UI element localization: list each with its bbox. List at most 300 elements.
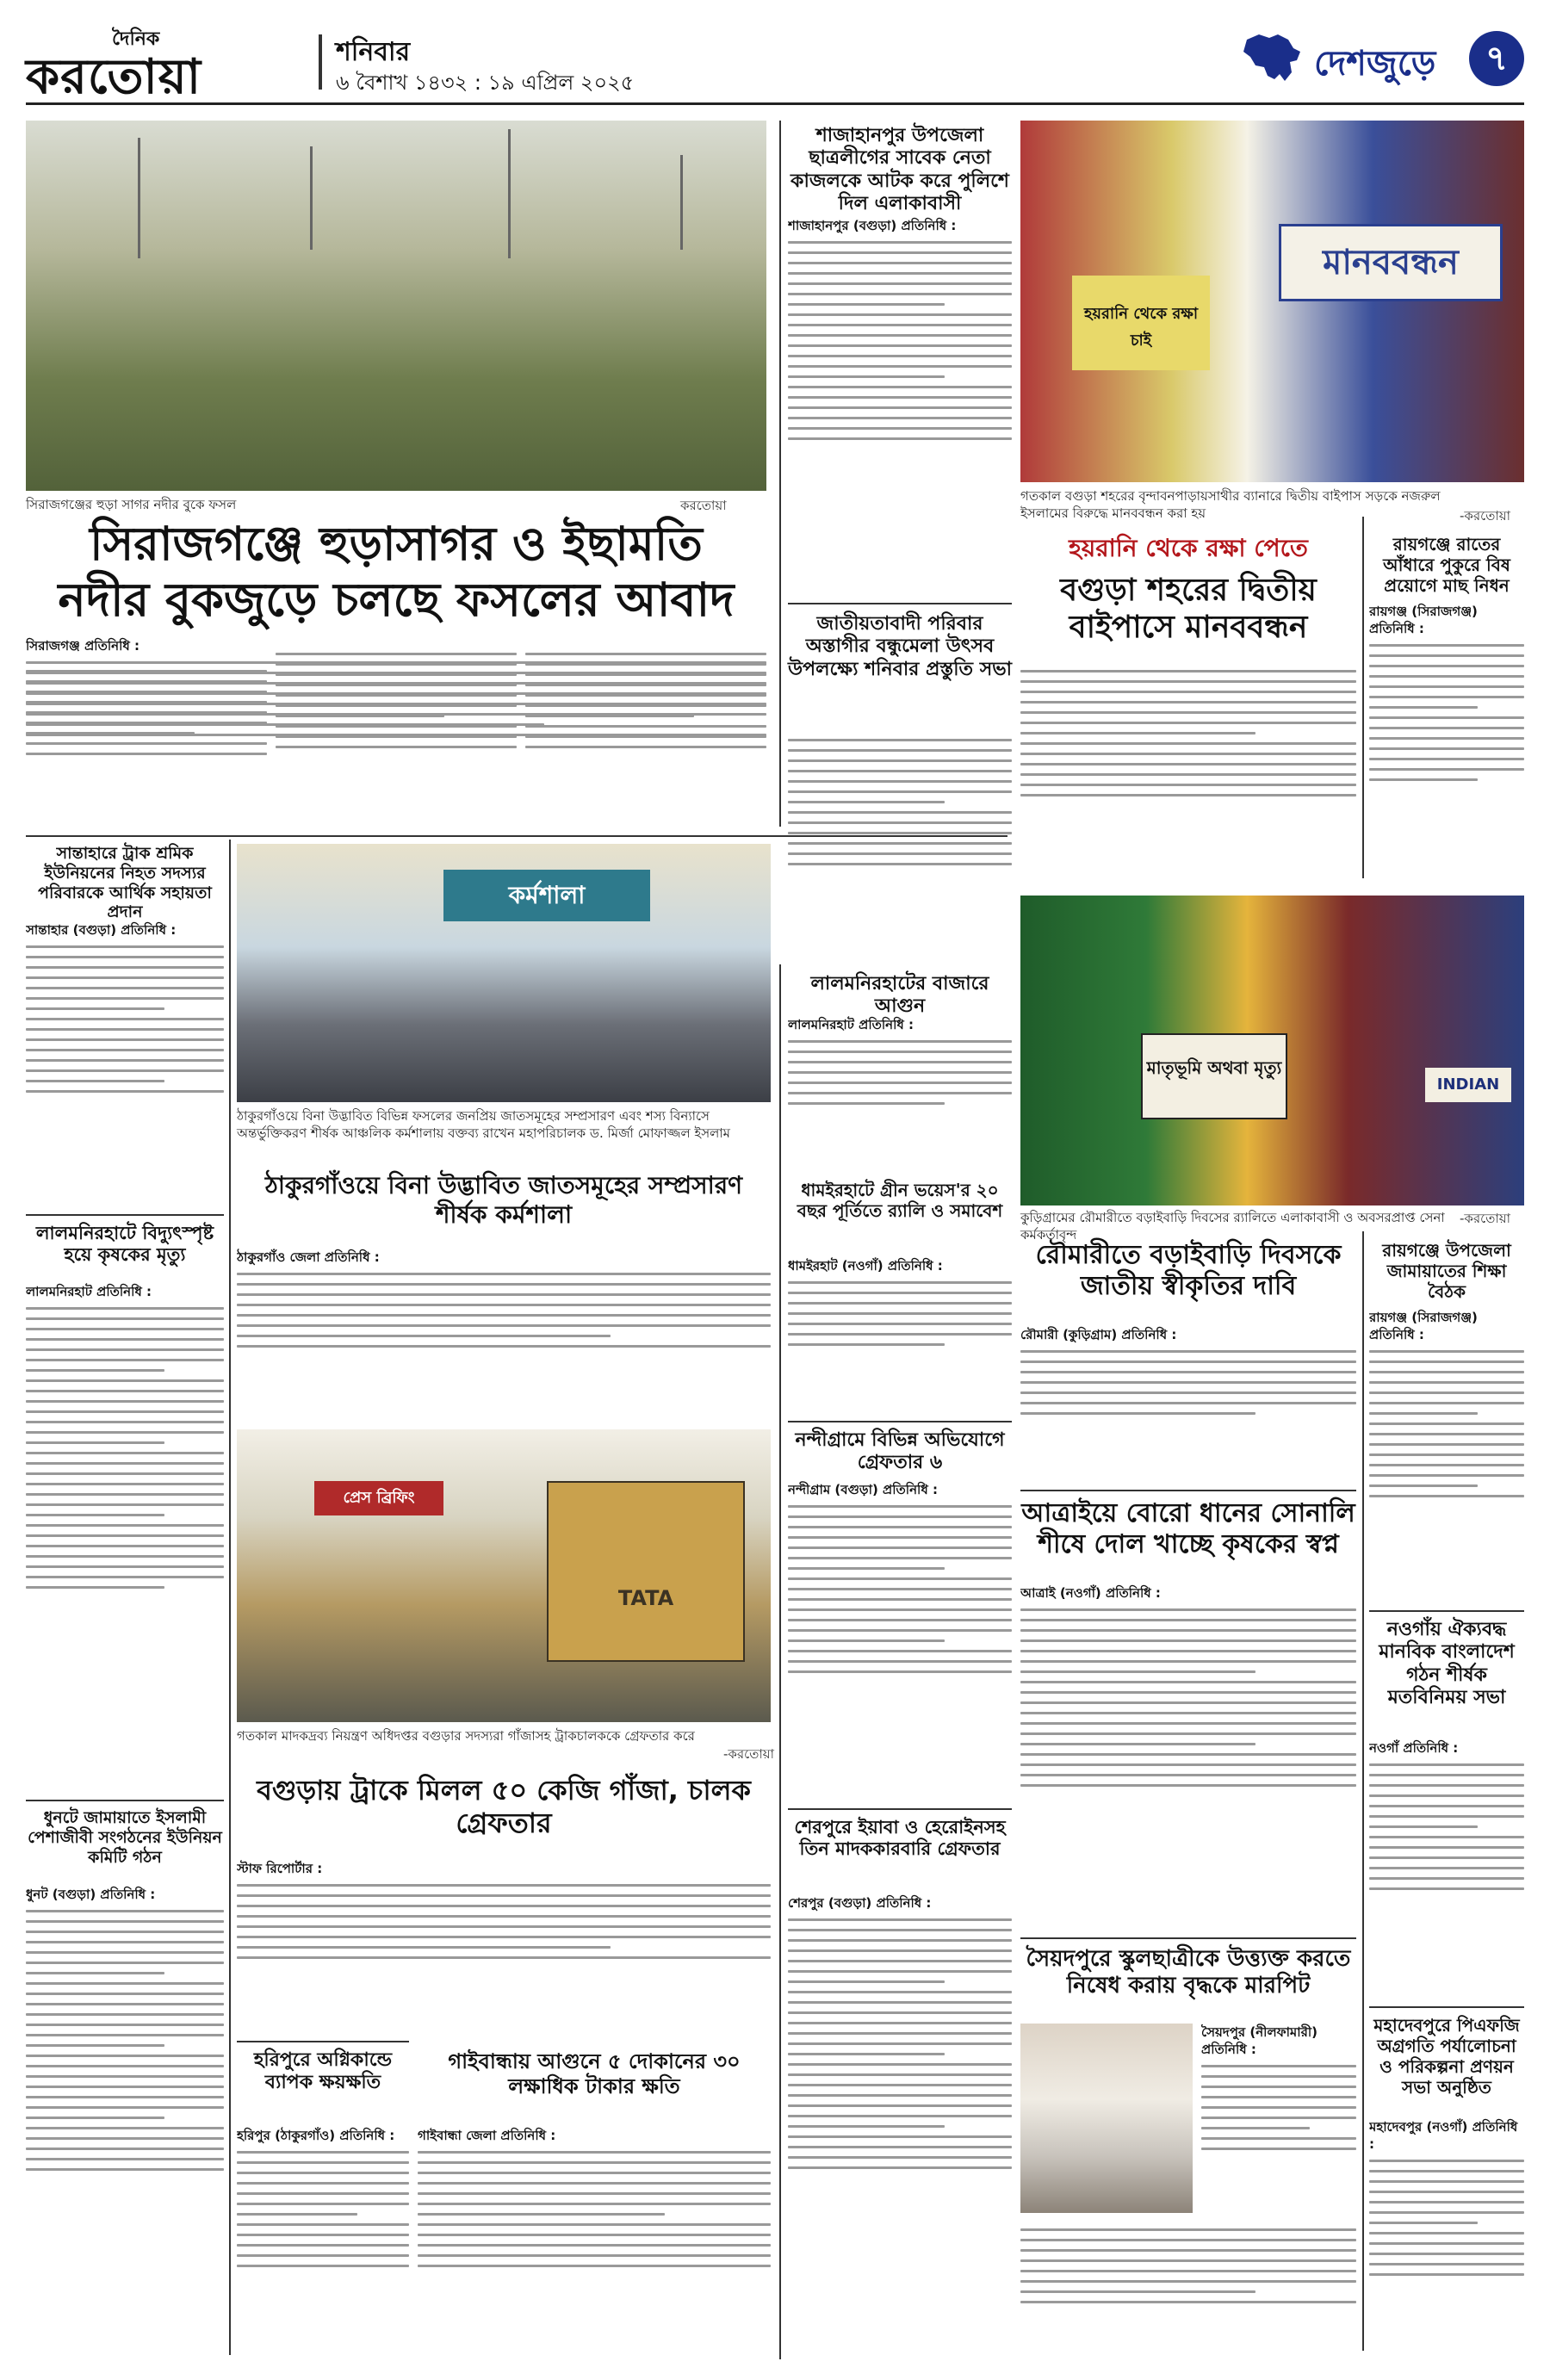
text-line (237, 1915, 771, 1918)
text-line (788, 801, 945, 803)
text-line (788, 1333, 1012, 1336)
text-line (26, 1080, 164, 1082)
text-line (237, 2223, 409, 2226)
text-line (1369, 1495, 1524, 1497)
text-line (788, 1960, 1012, 1962)
text-line (1020, 1371, 1356, 1373)
dhamoirhat-dateline: ধামইরহাট (নওগাঁ) প্রতিনিধি : (788, 1258, 943, 1274)
text-line (1369, 1763, 1524, 1766)
text-line (1369, 1784, 1524, 1787)
text-line (1369, 737, 1524, 740)
naogaon-headline: নওগাঁয় ঐক্যবদ্ধ মানবিক বাংলাদেশ গঠন শীর্ষক মতবিনিময় সভা (1379, 1619, 1515, 1709)
naogaon-body (1369, 1739, 1524, 1998)
text-line (26, 2013, 224, 2016)
text-line (26, 1338, 224, 1341)
text-line (788, 1526, 1012, 1528)
text-line (26, 1555, 224, 1558)
text-line (418, 2151, 771, 2154)
text-line (1020, 2301, 1356, 2303)
lead-photo-caption: সিরাজগঞ্জের হুড়া সাগর নদীর বুকে ফসল (26, 497, 237, 512)
atrai-headline: আত্রাইয়ে বোরো ধানের সোনালি শীষে দোল খাচ্ছে কৃষকের স্বপ্ন (1021, 1498, 1355, 1559)
text-line (788, 1598, 1012, 1601)
text-line (788, 2022, 1012, 2024)
text-line (1369, 1774, 1524, 1776)
text-line (788, 1577, 1012, 1580)
text-line (788, 2104, 1012, 2107)
text-line (788, 2053, 945, 2055)
text-line (26, 1059, 224, 1062)
text-line (1020, 2290, 1256, 2293)
text-line (1369, 1877, 1524, 1880)
text-line (26, 1441, 164, 1444)
text-line (788, 396, 1012, 399)
text-line (788, 780, 1012, 783)
text-line (237, 2203, 409, 2205)
text-line (788, 1082, 1012, 1084)
text-line (26, 2044, 164, 2047)
text-line (26, 2168, 224, 2171)
text-line (237, 2192, 409, 2195)
text-line (26, 1534, 224, 1537)
text-line (1020, 1402, 1356, 1404)
text-line (525, 704, 766, 707)
newspaper-logo (26, 24, 284, 105)
text-line (1020, 680, 1356, 683)
text-line (788, 1071, 1012, 1074)
text-line (1020, 2249, 1356, 2252)
text-line (1369, 654, 1524, 657)
dhamoirhat-body (788, 1257, 1012, 1412)
text-line (1369, 2263, 1524, 2265)
dhunat-body (26, 1886, 224, 2359)
text-line (418, 2265, 771, 2267)
raiganj-jamaat-headline: রায়গঞ্জে উপজেলা জামায়াতের শিক্ষা বৈঠক (1382, 1240, 1511, 1302)
text-line (237, 1894, 771, 1897)
atrai-body (1020, 1584, 1356, 1929)
text-line (26, 711, 267, 714)
text-line (788, 324, 1012, 326)
column-rule (1362, 1231, 1364, 2351)
text-line (1369, 1464, 1524, 1466)
text-line (237, 1335, 611, 1337)
text-line (418, 2213, 665, 2216)
text-line (788, 1970, 1012, 1973)
shahjahanpur-dateline: শাজাহানপুর (বগুড়া) প্রতিনিধি : (788, 218, 957, 233)
text-line (788, 1102, 945, 1105)
text-line (1369, 2170, 1524, 2172)
text-line (1020, 2239, 1356, 2241)
gaibandha-headline: গাইবান্ধায় আগুনে ৫ দোকানের ৩০ লক্ষাধিক টাকার ক্ষতি (448, 2049, 741, 2098)
text-line (1369, 2242, 1524, 2245)
text-line (1369, 1474, 1524, 1477)
text-line (26, 670, 267, 672)
text-line (1369, 2180, 1524, 2183)
text-line (788, 2115, 1012, 2117)
text-line (788, 832, 1012, 834)
text-line (26, 1038, 224, 1041)
text-line (26, 2158, 224, 2160)
nandigram-dateline: নন্দীগ্রাম (বগুড়া) প্রতিনিধি : (788, 1482, 938, 1497)
text-line (788, 1302, 1012, 1305)
text-line (788, 749, 1012, 752)
text-line (26, 2086, 224, 2088)
text-line (237, 2254, 409, 2257)
text-line (525, 715, 694, 717)
text-line (1020, 701, 1356, 703)
bogura-truck-body (237, 1860, 771, 2032)
text-line (1369, 2191, 1524, 2193)
text-line (26, 1410, 224, 1413)
text-line (1369, 1433, 1524, 1435)
text-line (788, 2063, 1012, 2066)
text-line (1020, 1619, 1356, 1621)
text-line (26, 2148, 224, 2150)
text-line (788, 2042, 1012, 2045)
text-line (788, 1312, 1012, 1315)
thakurgaon-headline: ঠাকুরগাঁওয়ে বিনা উদ্ভাবিত জাতসমূহের সম্প্রসারণ শীর্ষক কর্মশালা (264, 1171, 743, 1229)
text-line (26, 2034, 224, 2036)
text-line (1020, 1381, 1356, 1384)
shahjahanpur-headline: শাজাহানপুর উপজেলা ছাত্রলীগের সাবেক নেতা কাজলকে আটক করে পুলিশে দিল এলাকাবাসী (790, 125, 1009, 215)
text-line (26, 722, 267, 724)
text-line (788, 2125, 945, 2128)
text-line (276, 653, 517, 655)
lead-headline: সিরাজগঞ্জে হুড়াসাগর ও ইছামতি নদীর বুকজুড়ে চলছে ফসলের আবাদ (58, 517, 735, 627)
text-line (788, 1505, 1012, 1508)
text-line (1020, 763, 1356, 765)
naogaon-dateline: নওগাঁ প্রতিনিধি : (1369, 1740, 1459, 1756)
text-line (525, 684, 766, 686)
text-line (788, 1670, 1012, 1673)
text-line (1369, 1412, 1478, 1415)
text-line (1369, 1371, 1524, 1373)
roumari-dateline: রৌমারী (কুড়িগ্রাম) প্রতিনিধি : (1020, 1327, 1177, 1342)
masthead-divider (319, 34, 322, 90)
section-name: দেশজুড়ে (1314, 44, 1436, 84)
text-line (788, 1092, 1012, 1094)
text-line (788, 1051, 1012, 1053)
mohadevpur-dateline: মহাদেবপুর (নওগাঁ) প্রতিনিধি : (1369, 2119, 1518, 2152)
text-line (1020, 1412, 1256, 1415)
text-line (788, 2094, 1012, 2097)
text-line (525, 653, 766, 655)
text-line (1201, 2106, 1356, 2109)
text-line (788, 417, 1012, 419)
text-line (1020, 1360, 1356, 1363)
text-line (788, 1949, 1012, 1952)
text-line (788, 251, 1012, 254)
text-line (237, 2172, 409, 2174)
text-line (26, 1028, 224, 1031)
text-line (1020, 1639, 1356, 1642)
text-line (237, 1884, 771, 1887)
text-line (26, 1962, 224, 1964)
text-line (788, 811, 1012, 814)
text-line (525, 725, 766, 728)
atrai-dateline: আত্রাই (নওগাঁ) প্রতিনিধি : (1020, 1585, 1161, 1601)
gaibandha-dateline: গাইবান্ধা জেলা প্রতিনিধি : (418, 2128, 556, 2143)
text-line (26, 1018, 224, 1020)
dhunat-headline: ধুনটে জামায়াতে ইসলামী পেশাজীবী সংগঠনের ইউনিয়ন কমিটি গঠন (28, 1808, 222, 1867)
santahar-headline: সান্তাহারে ট্রাক শ্রমিক ইউনিয়নের নিহত সদস্যর পরিবারকে আর্থিক সহায়তা প্রদান (38, 844, 212, 922)
human-chain-caption: গতকাল বগুড়া শহরের বৃন্দাবনপাড়ায়সাথীর ব্যানারে দ্বিতীয় বাইপাস সড়কে নজরুল ইসলামের বিরুদ্ধে মানববন্ধন করা হয় (1020, 488, 1441, 521)
sherpur-dateline: শেরপুর (বগুড়া) প্রতিনিধি : (788, 1895, 932, 1911)
text-line (1369, 1867, 1524, 1869)
text-line (26, 1462, 224, 1465)
text-line (788, 1292, 1012, 1294)
text-line (1369, 1825, 1478, 1828)
text-line (418, 2192, 771, 2195)
human-chain-credit: -করতোয়া (1460, 508, 1510, 524)
text-line (237, 1956, 771, 1959)
sherpur-body (788, 1894, 1012, 2359)
human-chain-photo (1020, 121, 1524, 482)
publication-day: শনিবার (336, 37, 411, 67)
jatiyatabadi-headline: জাতীয়তাবাদী পরিবার অস্তাগীর বন্ধুমেলা উৎসব উপলক্ষ্যে শনিবার প্রস্তুতি সভা (788, 613, 1012, 680)
divider (1020, 1937, 1356, 1939)
lead-body-col1 (26, 663, 267, 827)
text-line (788, 334, 1012, 337)
text-line (788, 1639, 945, 1642)
lalmonirhat-market-headline: লালমনিরহাটের বাজারে আগুন (810, 973, 989, 1018)
text-line (1369, 778, 1478, 781)
text-line (1020, 773, 1356, 776)
bangladesh-map-icon (1240, 31, 1305, 84)
lead-body-col2 (276, 646, 517, 827)
text-line (788, 1040, 1012, 1043)
text-line (788, 2001, 1012, 2004)
saidpur-dateline: সৈয়দপুর (নীলফামারী) প্রতিনিধি : (1201, 2024, 1318, 2057)
text-line (1020, 784, 1356, 786)
brand-name: করতোয়া (26, 48, 202, 105)
text-line (237, 1324, 771, 1327)
press-briefing-sign: প্রেস ব্রিফিং (314, 1481, 443, 1515)
text-line (237, 2265, 409, 2267)
text-line (1020, 1743, 1256, 1745)
text-line (1020, 1629, 1356, 1632)
text-line (788, 1608, 1012, 1611)
thakurgaon-banner: কর্মশালা (443, 870, 650, 921)
text-line (788, 2135, 1012, 2138)
text-line (1020, 2270, 1356, 2272)
text-line (1369, 2273, 1524, 2276)
text-line (276, 715, 444, 717)
text-line (26, 1920, 224, 1923)
text-line (1201, 2148, 1356, 2150)
lalmonirhat-market-body (788, 1016, 1012, 1171)
roumari-placard: মাতৃভূমি অথবা মৃত্যু (1141, 1033, 1287, 1119)
column-rule (779, 964, 781, 2359)
text-line (26, 1328, 224, 1330)
text-line (26, 1951, 224, 1954)
column-rule (229, 840, 231, 2355)
text-line (26, 1931, 224, 1933)
text-line (1020, 2259, 1356, 2262)
text-line (276, 704, 517, 707)
text-line (788, 365, 1012, 368)
gaibandha-body (418, 2127, 771, 2359)
text-line (276, 725, 517, 728)
divider (1369, 2006, 1524, 2008)
text-line (1369, 1846, 1524, 1849)
text-line (1020, 1691, 1356, 1694)
text-line (418, 2203, 771, 2205)
text-line (1201, 2127, 1310, 2129)
mohadevpur-body (1369, 2118, 1524, 2359)
roumari-caption: কুড়িগ্রামের রৌমারীতে বড়াইবাড়ি দিবসের র‌্যালিতে এলাকাবাসী ও অবসরপ্রাপ্ত সেনা কর্মকর্তাবৃন্দ (1020, 1210, 1445, 1243)
raiganj-fish-dateline: রায়গঞ্জ (সিরাজগঞ্জ) প্রতিনিধি : (1369, 604, 1478, 636)
sherpur-headline: শেরপুরে ইয়াবা ও হেরোইনসহ তিন মাদককারবারি গ্রেফতার (794, 1817, 1006, 1860)
bogura-truck-headline: বগুড়ায় ট্রাকে মিলল ৫০ কেজি গাঁজা, চালক গ্রেফতার (257, 1774, 751, 1840)
dhunat-dateline: ধুনট (বগুড়া) প্রতিনিধি : (26, 1887, 156, 1902)
text-line (26, 1090, 224, 1093)
text-line (788, 282, 1012, 285)
text-line (1369, 644, 1524, 647)
text-line (788, 1929, 1012, 1931)
text-line (788, 1515, 1012, 1518)
text-line (1369, 716, 1524, 719)
text-line (525, 673, 766, 676)
text-line (1369, 706, 1478, 709)
text-line (1020, 1732, 1356, 1735)
text-line (26, 742, 267, 745)
text-line (26, 1400, 224, 1403)
text-line (788, 262, 1012, 264)
text-line (1020, 1608, 1356, 1611)
text-line (237, 2182, 409, 2185)
text-line (525, 694, 766, 697)
divider (26, 1800, 224, 1801)
text-line (26, 753, 267, 755)
text-line (1369, 1422, 1524, 1425)
text-line (1369, 2232, 1524, 2234)
text-line (788, 739, 1012, 741)
text-line (1369, 1805, 1524, 1807)
text-line (26, 1307, 224, 1310)
text-line (1369, 1453, 1524, 1456)
lead-photo-credit: করতোয়া (680, 498, 727, 513)
text-line (788, 842, 1012, 845)
text-line (788, 1323, 1012, 1325)
divider (237, 2041, 409, 2042)
mohadevpur-headline: মহাদেবপুরে পিএফজি অগ্রগতি পর্যালোচনা ও পরিকল্পনা প্রণয়ন সভা অনুষ্ঠিত (1373, 2015, 1520, 2098)
text-line (788, 303, 945, 306)
haripur-body (237, 2127, 409, 2359)
thakurgaon-caption: ঠাকুরগাঁওয়ে বিনা উদ্ভাবিত বিভিন্ন ফসলের জনপ্রিয় জাতসমূহের সম্প্রসারণ এবং শস্য বিন্যাসে অন্তর্ভুক্তিকরণ শীর্ষক আঞ্চলিক কর্মশালায় বক্তব্য রাখেন মহাপরিচালক ড. মির্জা মোফাজ্জল ইসলাম (237, 1108, 730, 1141)
text-line (237, 1936, 771, 1938)
text-line (26, 2127, 224, 2129)
divider (788, 603, 1012, 604)
text-line (1369, 1815, 1524, 1818)
text-line (788, 759, 1012, 762)
divider (1369, 1610, 1524, 1612)
text-line (1369, 1391, 1524, 1394)
text-line (237, 2213, 357, 2216)
text-line (26, 1993, 224, 1995)
text-line (26, 1586, 164, 1589)
text-line (26, 2075, 224, 2078)
text-line (26, 1431, 224, 1434)
text-line (237, 1293, 771, 1296)
text-line (26, 1576, 224, 1578)
saidpur-body (1201, 2024, 1356, 2213)
bogura-truck-caption: গতকাল মাদকদ্রব্য নিয়ন্ত্রণ অধিদপ্তর বগুড়ার সদস্যরা গাঁজাসহ ট্রাকচালককে গ্রেফতার করে (237, 1728, 695, 1744)
text-line (788, 1619, 1012, 1621)
text-line (788, 344, 1012, 347)
text-line (788, 1061, 1012, 1063)
text-line (1369, 2201, 1524, 2203)
text-line (1369, 758, 1524, 760)
text-line (1201, 2137, 1356, 2140)
text-line (1369, 2211, 1524, 2214)
text-line (788, 2146, 1012, 2148)
text-line (237, 1283, 771, 1286)
text-line (788, 2166, 1012, 2169)
roumari-headline: রৌমারীতে বড়াইবাড়ি দিবসকে জাতীয় স্বীকৃতির দাবি (1035, 1240, 1342, 1301)
text-line (418, 2223, 771, 2226)
text-line (237, 1905, 771, 1907)
lalmonirhat-electric-headline: লালমনিরহাটে বিদ্যুৎস্পৃষ্ট হয়ে কৃষকের মৃত্যু (35, 1223, 214, 1266)
thakurgaon-photo (237, 844, 771, 1102)
text-line (26, 1941, 224, 1943)
text-line (26, 1472, 224, 1475)
text-line (788, 1918, 1012, 1921)
text-line (26, 1503, 224, 1506)
lead-photo-crops (26, 121, 766, 491)
text-line (26, 2055, 224, 2057)
text-line (788, 1343, 945, 1346)
text-line (788, 386, 1012, 388)
text-line (1369, 2222, 1478, 2224)
text-line (276, 694, 517, 697)
text-line (1020, 794, 1356, 796)
saidpur-body-2 (1020, 2222, 1356, 2359)
text-line (1020, 711, 1356, 714)
text-line (237, 2161, 409, 2164)
text-line (237, 1314, 771, 1317)
text-line (26, 956, 224, 958)
text-line (788, 313, 1012, 316)
text-line (1020, 1712, 1356, 1714)
text-line (1201, 2086, 1356, 2088)
thakurgaon-body (237, 1249, 771, 1421)
text-line (237, 2151, 409, 2154)
text-line (1020, 1784, 1356, 1787)
text-line (26, 1359, 224, 1361)
divider (26, 1214, 224, 1216)
text-line (26, 1545, 224, 1547)
raiganj-jamaat-body (1369, 1309, 1524, 1602)
text-line (1369, 768, 1524, 771)
text-line (1020, 1753, 1356, 1756)
lalmonirhat-electric-dateline: লালমনিরহাট প্রতিনিধি : (26, 1284, 152, 1299)
text-line (26, 976, 224, 979)
human-chain-banner: মানববন্ধন (1279, 224, 1503, 301)
text-line (788, 2156, 1012, 2159)
bogura-truck-credit: -করতোয়া (723, 1746, 774, 1762)
text-line (1369, 1794, 1524, 1797)
text-line (26, 2106, 224, 2109)
text-line (1020, 722, 1356, 724)
text-line (26, 1390, 224, 1392)
text-line (788, 1536, 1012, 1539)
nandigram-body (788, 1481, 1012, 1800)
text-line (1020, 670, 1356, 672)
text-line (525, 663, 766, 666)
text-line (788, 1650, 1012, 1652)
text-line (788, 1588, 1012, 1590)
thakurgaon-dateline: ঠাকুরগাঁও জেলা প্রতিনিধি : (237, 1249, 380, 1265)
